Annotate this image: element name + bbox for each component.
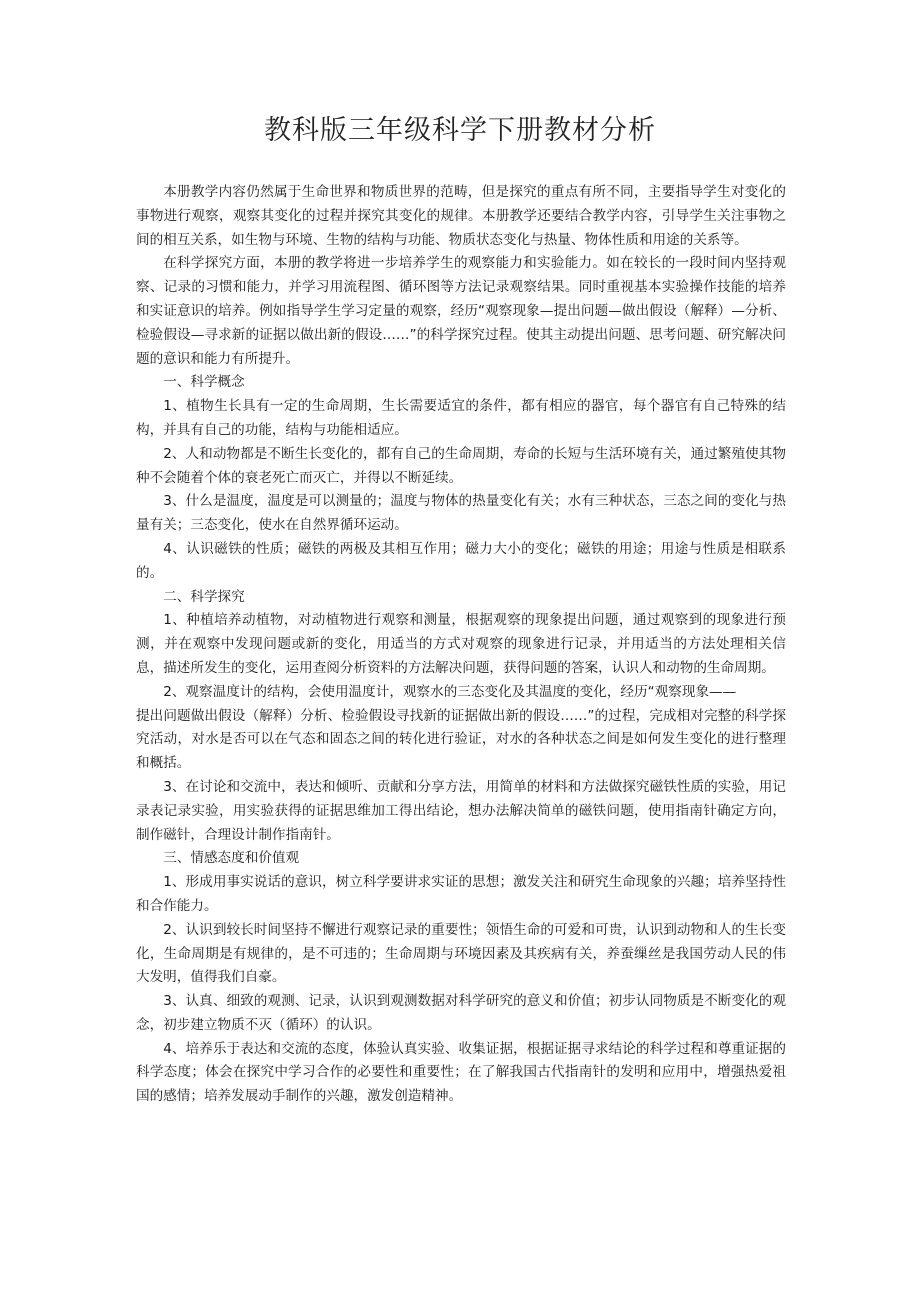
list-item: 2、人和动物都是不断生长变化的，都有自己的生命周期，寿命的长短与生活环境有关，通过繁殖使其物种不会随着个体的衰老死亡而灭亡，并得以不断延续。 (136, 445, 786, 486)
list-item: 2、观察温度计的结构，会使用温度计，观察水的三态变化及其温度的变化，经历“观察现象—— (163, 683, 737, 700)
section-heading-concepts: 一、科学概念 (163, 374, 245, 391)
paragraph-inquiry: 在科学探究方面，本册的教学将进一步培养学生的观察能力和实验能力。如在较长的一段时间内坚持观察、记录的习惯和能力，并学习用流程图、循环图等方法记录观察结果。同时重视基本实验操作技能的培养和实证意识的培养。例如指导学生学习定量的观察，经历“观察现象—提出问题—做出假设（解释）—分析、检验假设—寻求新的证据以做出新的假设……”的科学探究过程。使其主动提出问题、思考问题、研究解决问题的意识和能力有所提升。 (136, 255, 786, 367)
list-item: 3、认真、细致的观测、记录，认识到观测数据对科学研究的意义和价值；初步认同物质是不断变化的观念，初步建立物质不灭（循环）的认识。 (136, 993, 786, 1033)
document-body (136, 181, 786, 1109)
section-heading-inquiry: 二、科学探究 (163, 588, 245, 605)
list-item: 4、培养乐于表达和交流的态度，体验认真实验、收集证据，根据证据寻求结论的科学过程和尊重证据的科学态度；体会在探究中学习合作的必要性和重要性；在了解我国古代指南针的发明和应用中，增强热爱祖国的感情；培养发展动手制作的兴趣，激发创造精神。 (136, 1040, 786, 1105)
list-item: 1、植物生长具有一定的生命周期，生长需要适宜的条件，都有相应的器官，每个器官有自己特殊的结构，并具有自己的功能，结构与功能相适应。 (136, 398, 786, 438)
list-item-continuation: 提出问题做出假设（解释）分析、检验假设寻找新的证据做出新的假设……”的过程，完成相对完整的科学探究活动，对水是否可以在气态和固态之间的转化进行验证，对水的各种状态之间是如何发生变化的进行整理和概括。 (136, 707, 786, 772)
list-item: 3、什么是温度，温度是可以测量的；温度与物体的热量变化有关；水有三种状态，三态之间的变化与热量有关；三态变化，使水在自然界循环运动。 (136, 493, 786, 534)
paragraph-intro: 本册教学内容仍然属于生命世界和物质世界的范畴，但是探究的重点有所不同，主要指导学生对变化的事物进行观察，观察其变化的过程并探究其变化的规律。本册教学还要结合教学内容，引导学生关注事物之间的相互关系，如生物与环境、生物的结构与功能、物质状态变化与热量、物体性质和用途的关系等。 (136, 184, 786, 248)
document-title: 教科版三年级科学下册教材分析 (264, 115, 656, 146)
list-item: 4、认识磁铁的性质；磁铁的两极及其相互作用；磁力大小的变化；磁铁的用途；用途与性质是相联系的。 (136, 540, 786, 581)
list-item: 3、在讨论和交流中，表达和倾听、贡献和分享方法，用简单的材料和方法做探究磁铁性质的实验，用记录表记录实验，用实验获得的证据思维加工得出结论，想办法解决简单的磁铁问题，使用指南针确定方向，制作磁针，合理设计制作指南针。 (136, 778, 786, 843)
list-item: 1、形成用事实说话的意识，树立科学要讲求实证的思想；激发关注和研究生命现象的兴趣；培养坚持性和合作能力。 (136, 874, 786, 914)
section-heading-attitudes: 三、情感态度和价值观 (163, 850, 300, 867)
list-item: 2、认识到较长时间坚持不懈进行观察记录的重要性；领悟生命的可爱和可贵，认识到动物和人的生长变化，生命周期是有规律的，是不可违的；生命周期与环境因素及其疾病有关，养蚕缫丝是我国劳动人民的伟大发明，值得我们自豪。 (136, 921, 786, 986)
list-item: 1、种植培养动植物，对动植物进行观察和测量，根据观察的现象提出问题，通过观察到的现象进行预测，并在观察中发现问题或新的变化，用适当的方式对观察的现象进行记录，并用适当的方法处理相关信息，描述所发生的变化，运用查阅分析资料的方法解决问题，获得问题的答案，认识人和动物的生命周期。 (136, 612, 786, 676)
